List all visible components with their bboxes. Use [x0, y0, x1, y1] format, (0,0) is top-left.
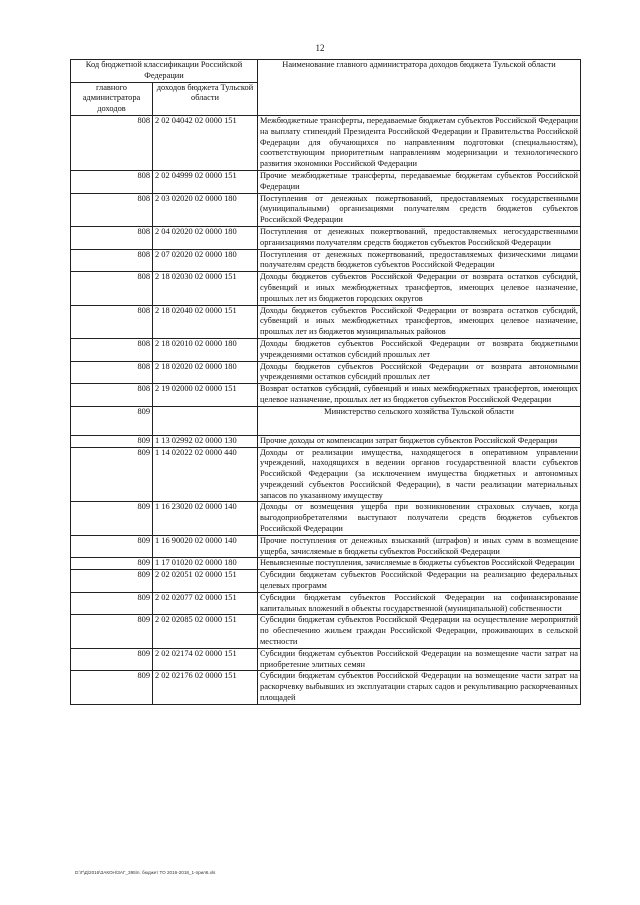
- table-row: [71, 272, 581, 305]
- admin-code-cell: 809: [71, 648, 153, 671]
- table-row: [71, 615, 581, 648]
- revenue-code-cell: 2 02 02174 02 0000 151: [153, 648, 258, 671]
- admin-code-cell: 808: [71, 170, 153, 193]
- revenue-code-cell: 1 13 02992 02 0000 130: [153, 435, 258, 447]
- revenue-name-cell: Доходы бюджетов субъектов Российской Федерации от возврата остатков субсидий, субвенций и иных межбюджетных трансфертов, имеющих целевое назначение, прошлых лет из бюджетов муниципальных районов: [258, 305, 581, 338]
- revenue-code-cell: 2 02 02051 02 0000 151: [153, 570, 258, 593]
- revenue-code-cell: 1 14 02022 02 0000 440: [153, 447, 258, 502]
- admin-code-cell: 809: [71, 435, 153, 447]
- revenue-name-cell: Поступления от денежных пожертвований, предоставляемых негосударственными организациями получателям средств бюджетов субъектов Российской Федерации: [258, 226, 581, 249]
- revenue-name-cell: Межбюджетные трансферты, передаваемые бюджетам субъектов Российской Федерации на выплату стипендий Президента Российской Федерации и Правительства Российской Федерации для обучающихся по направлениям подготовки (специальностям), соответствующим приоритетным направлениям модернизации и технологического развития экономики Российской Федерации: [258, 115, 581, 170]
- table-row: [71, 558, 581, 570]
- admin-code-cell: 808: [71, 249, 153, 272]
- table-row: [71, 447, 581, 502]
- revenue-code-cell: 2 03 02020 02 0000 180: [153, 193, 258, 226]
- revenue-name-cell: Доходы бюджетов субъектов Российской Федерации от возврата автономными учреждениями остатков субсидий прошлых лет: [258, 361, 581, 384]
- revenue-name-cell: Возврат остатков субсидий, субвенций и иных межбюджетных трансфертов, имеющих целевое назначение, прошлых лет из бюджетов субъектов Российской Федерации: [258, 384, 581, 407]
- table-row: [71, 305, 581, 338]
- admin-code-cell: 808: [71, 384, 153, 407]
- revenue-name-cell: Доходы бюджетов субъектов Российской Федерации от возврата бюджетными учреждениями остатков субсидий прошлых лет: [258, 338, 581, 361]
- section-admin-code: 809: [71, 406, 153, 435]
- admin-code-cell: 808: [71, 193, 153, 226]
- admin-code-cell: 809: [71, 570, 153, 593]
- revenue-name-cell: Прочие поступления от денежных взысканий (штрафов) и иных сумм в возмещение ущерба, зачисляемые в бюджеты субъектов Российской Федерации: [258, 535, 581, 558]
- revenue-name-cell: Доходы от возмещения ущерба при возникновении страховых случаев, когда выгодоприобретателями выступают получатели средств бюджетов субъектов Российской Федерации: [258, 502, 581, 535]
- revenue-code-cell: 2 02 02085 02 0000 151: [153, 615, 258, 648]
- admin-code-cell: 808: [71, 361, 153, 384]
- admin-code-cell: 808: [71, 272, 153, 305]
- revenue-name-cell: Субсидии бюджетам субъектов Российской Федерации на возмещение части затрат на приобретение элитных семян: [258, 648, 581, 671]
- revenue-code-cell: 2 02 04042 02 0000 151: [153, 115, 258, 170]
- revenue-name-cell: Невыясненные поступления, зачисляемые в бюджеты субъектов Российской Федерации: [258, 558, 581, 570]
- table-row: [71, 115, 581, 170]
- admin-code-cell: 809: [71, 558, 153, 570]
- table-row: [71, 361, 581, 384]
- revenue-name-cell: Субсидии бюджетам субъектов Российской Федерации на софинансирование капитальных вложений в объекты государственной (муниципальной) собственности: [258, 592, 581, 615]
- admin-code-cell: 809: [71, 502, 153, 535]
- revenue-code-cell: 2 07 02020 02 0000 180: [153, 249, 258, 272]
- table-row: [71, 338, 581, 361]
- table-row: [71, 435, 581, 447]
- table-row: [71, 170, 581, 193]
- revenue-code-cell: 2 19 02000 02 0000 151: [153, 384, 258, 407]
- revenue-code-cell: 2 18 02040 02 0000 151: [153, 305, 258, 338]
- revenue-code-cell: 2 18 02010 02 0000 180: [153, 338, 258, 361]
- revenue-name-cell: Субсидии бюджетам субъектов Российской Федерации на возмещение части затрат на раскорчевку выбывших из эксплуатации старых садов и рекультивацию раскорчеванных площадей: [258, 671, 581, 704]
- page-number: 12: [315, 43, 325, 53]
- table-row: [71, 193, 581, 226]
- header-row-1: [71, 60, 581, 83]
- section-title: Министерство сельского хозяйства Тульской области: [258, 406, 581, 435]
- revenue-name-cell: Прочие доходы от компенсации затрат бюджетов субъектов Российской Федерации: [258, 435, 581, 447]
- revenue-admin-table: [70, 59, 581, 705]
- file-path-footer: D:\Г\Д\2016\ЗАКОН\ЗАГ_395\п. бюджет ТО 2016-2018_1-прил6.xls: [75, 870, 216, 875]
- revenue-name-cell: Прочие межбюджетные трансферты, передаваемые бюджетам субъектов Российской Федерации: [258, 170, 581, 193]
- table-row: [71, 570, 581, 593]
- revenue-code-cell: 1 16 90020 02 0000 140: [153, 535, 258, 558]
- table-row: [71, 671, 581, 704]
- admin-code-cell: 809: [71, 592, 153, 615]
- admin-code-cell: 808: [71, 226, 153, 249]
- table-row: [71, 226, 581, 249]
- section-empty-cell: [153, 406, 258, 435]
- admin-column-header: главного администратора доходов: [71, 82, 153, 115]
- revenue-name-cell: Субсидии бюджетам субъектов Российской Федерации на осуществление мероприятий по обеспечению жильем граждан Российской Федерации, проживающих в сельской местности: [258, 615, 581, 648]
- table-row: [71, 592, 581, 615]
- revenue-name-cell: Поступления от денежных пожертвований, предоставляемых государственными (муниципальными) организациями получателям средств бюджетов субъектов Российской Федерации: [258, 193, 581, 226]
- admin-code-cell: 808: [71, 115, 153, 170]
- revenue-column-header: доходов бюджета Тульской области: [153, 82, 258, 115]
- admin-code-cell: 809: [71, 615, 153, 648]
- revenue-code-cell: 2 02 02176 02 0000 151: [153, 671, 258, 704]
- section-row: [71, 406, 581, 435]
- revenue-code-cell: 1 17 01020 02 0000 180: [153, 558, 258, 570]
- admin-code-cell: 808: [71, 305, 153, 338]
- table-row: [71, 648, 581, 671]
- revenue-name-cell: Поступления от денежных пожертвований, предоставляемых физическими лицами получателям средств бюджетов субъектов Российской Федерации: [258, 249, 581, 272]
- revenue-code-cell: 2 02 04999 02 0000 151: [153, 170, 258, 193]
- table-row: [71, 502, 581, 535]
- name-column-header: Наименование главного администратора доходов бюджета Тульской области: [258, 60, 581, 116]
- table-row: [71, 384, 581, 407]
- admin-code-cell: 808: [71, 338, 153, 361]
- admin-code-cell: 809: [71, 447, 153, 502]
- table-row: [71, 249, 581, 272]
- code-group-header: Код бюджетной классификации Российской Федерации: [71, 60, 258, 83]
- revenue-code-cell: 1 16 23020 02 0000 140: [153, 502, 258, 535]
- revenue-code-cell: 2 02 02077 02 0000 151: [153, 592, 258, 615]
- revenue-name-cell: Доходы от реализации имущества, находящегося в оперативном управлении учреждений, находящихся в ведении органов государственной власти субъектов Российской Федерации (за исключением имущества бюджетных и автономных учреждений субъектов Российской Федерации), в части реализации материальных запасов по указанному имуществу: [258, 447, 581, 502]
- revenue-name-cell: Доходы бюджетов субъектов Российской Федерации от возврата остатков субсидий, субвенций и иных межбюджетных трансфертов, имеющих целевое назначение, прошлых лет из бюджетов городских округов: [258, 272, 581, 305]
- admin-code-cell: 809: [71, 535, 153, 558]
- revenue-name-cell: Субсидии бюджетам субъектов Российской Федерации на реализацию федеральных целевых программ: [258, 570, 581, 593]
- revenue-code-cell: 2 18 02020 02 0000 180: [153, 361, 258, 384]
- revenue-code-cell: 2 18 02030 02 0000 151: [153, 272, 258, 305]
- admin-code-cell: 809: [71, 671, 153, 704]
- table-row: [71, 535, 581, 558]
- revenue-code-cell: 2 04 02020 02 0000 180: [153, 226, 258, 249]
